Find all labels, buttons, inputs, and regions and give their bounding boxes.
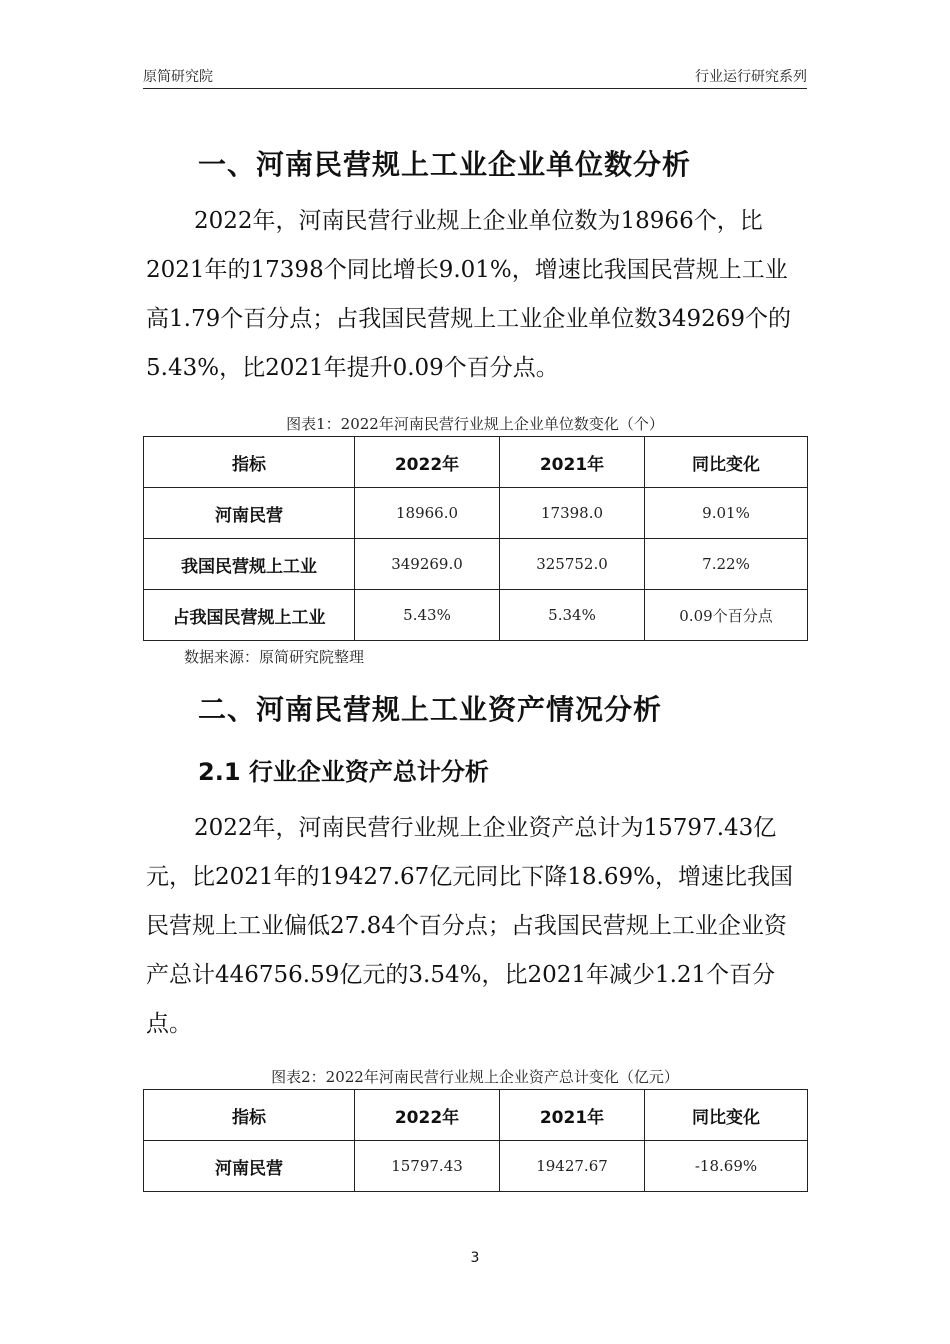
section2-subtitle: 2.1 行业企业资产总计分析 xyxy=(198,758,489,786)
table1-header-cell: 2022年 xyxy=(355,437,500,488)
table-row xyxy=(144,488,808,539)
table-cell: 占我国民营规上工业 xyxy=(144,590,355,641)
table-cell: 河南民营 xyxy=(144,488,355,539)
section1-title: 一、河南民营规上工业企业单位数分析 xyxy=(198,148,692,181)
table1-header-row xyxy=(144,437,808,488)
table2-header-cell: 2022年 xyxy=(355,1090,500,1141)
table-cell: 我国民营规上工业 xyxy=(144,539,355,590)
section2-paragraph xyxy=(146,804,808,1049)
table1-caption: 图表1：2022年河南民营行业规上企业单位数变化（个） xyxy=(286,415,664,433)
header-divider xyxy=(143,88,807,89)
table2-header-cell: 2021年 xyxy=(500,1090,645,1141)
table1-header-cell: 2021年 xyxy=(500,437,645,488)
table2-header-cell: 同比变化 xyxy=(645,1090,808,1141)
table2-header-row xyxy=(144,1090,808,1141)
table-row xyxy=(144,1141,808,1192)
table-cell: 5.34% xyxy=(500,590,645,641)
table2-header-cell: 指标 xyxy=(144,1090,355,1141)
section2-paragraph-text: 2022年，河南民营行业规上企业资产总计为15797.43亿元，比2021年的19427.67亿元同比下降18.69%，增速比我国民营规上工业偏低27.84个百分点；占我国民营规上工业企业资产总计446756.59亿元的3.54%，比2021年减少1.21个百分点。 xyxy=(146,815,793,1037)
table2-caption: 图表2：2022年河南民营行业规上企业资产总计变化（亿元） xyxy=(271,1068,679,1086)
page-number: 3 xyxy=(470,1250,480,1266)
section2-title: 二、河南民营规上工业资产情况分析 xyxy=(198,693,663,726)
section1-paragraph xyxy=(146,197,808,393)
table-cell: -18.69% xyxy=(645,1141,808,1192)
header-left: 原简研究院 xyxy=(143,69,213,85)
table-cell: 9.01% xyxy=(645,488,808,539)
table-cell: 15797.43 xyxy=(355,1141,500,1192)
table-cell: 18966.0 xyxy=(355,488,500,539)
table-cell: 0.09个百分点 xyxy=(645,590,808,641)
table-cell: 7.22% xyxy=(645,539,808,590)
table-cell: 19427.67 xyxy=(500,1141,645,1192)
table-row xyxy=(144,590,808,641)
table-cell: 349269.0 xyxy=(355,539,500,590)
table1 xyxy=(143,436,808,641)
header-right: 行业运行研究系列 xyxy=(695,69,807,85)
section1-paragraph-text: 2022年，河南民营行业规上企业单位数为18966个，比2021年的17398个同比增长9.01%，增速比我国民营规上工业高1.79个百分点；占我国民营规上工业企业单位数349269个的5.43%，比2021年提升0.09个百分点。 xyxy=(146,208,792,381)
table-cell: 5.43% xyxy=(355,590,500,641)
table-row xyxy=(144,539,808,590)
table-cell: 河南民营 xyxy=(144,1141,355,1192)
table2 xyxy=(143,1089,808,1192)
table1-header-cell: 指标 xyxy=(144,437,355,488)
table1-source: 数据来源：原简研究院整理 xyxy=(184,648,365,666)
table1-header-cell: 同比变化 xyxy=(645,437,808,488)
table-cell: 17398.0 xyxy=(500,488,645,539)
table-cell: 325752.0 xyxy=(500,539,645,590)
